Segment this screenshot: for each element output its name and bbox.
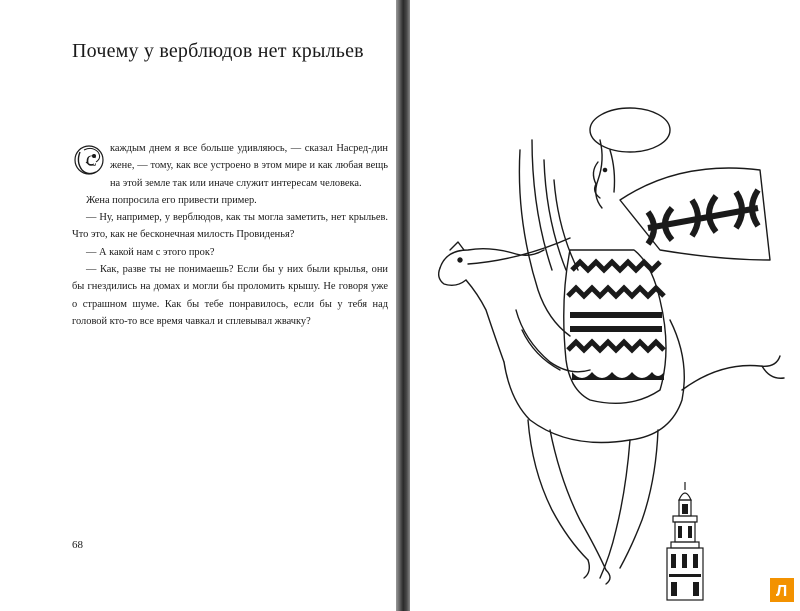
paragraph-2: Жена попросила его привести пример. [86, 194, 257, 206]
chapter-title: Почему у верблюдов нет крыльев [72, 40, 364, 62]
paragraph-4: — А какой нам с этого прок? [86, 246, 215, 258]
logo-letter: Л [776, 583, 788, 600]
paragraph-5: — Как, разве ты не понимаешь? Если бы у них были крылья, они бы гнездились на домах и могли бы проломить крышу. Не говоря уже о страшном шуме. Как бы тебе понравилось, если бы у тебя над головой кто-то все время чавкал и сплевывал жвачку? [72, 264, 388, 327]
minaret-illustration [655, 478, 715, 603]
page-number: 68 [72, 539, 83, 551]
paragraph-1 [72, 140, 388, 192]
ornamental-drop-cap [72, 142, 106, 178]
camel-rider-illustration [420, 100, 800, 600]
paragraph-3: — Ну, например, у верблюдов, как ты могла заметить, нет крыльев. Что это, как не бесконечная милость Провиденья? [72, 212, 388, 241]
story-text [72, 140, 388, 330]
drop-cap-letter: С [86, 153, 97, 170]
publisher-logo-icon [770, 578, 794, 602]
paragraph-1-text: каждым днем я все больше удивляюсь, — сказал Насред-дин жене, — тому, как все устроено в этом мире и как любая вещь на этой земле так или иначе служит интересам человека. [110, 143, 388, 189]
